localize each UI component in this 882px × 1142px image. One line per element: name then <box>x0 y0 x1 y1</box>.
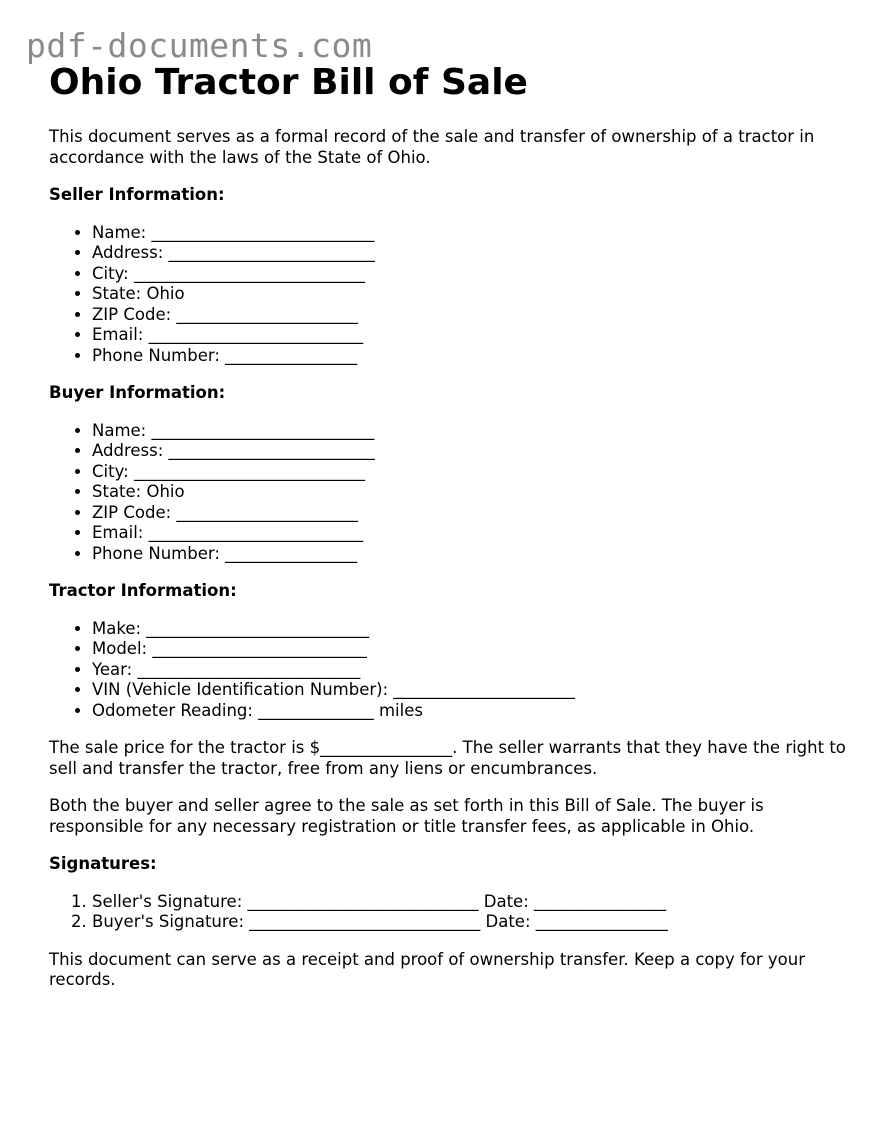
seller-signature-line: 1. Seller's Signature: ____________________________ Date: ________________ <box>92 892 849 913</box>
buyer-name-field: • Name: ___________________________ <box>92 421 849 442</box>
seller-address-field: • Address: _________________________ <box>92 243 849 264</box>
intro-paragraph: This document serves as a formal record of the sale and transfer of ownership of a tractor in accordance with the laws of the State of Ohio. <box>49 127 815 167</box>
document-body <box>49 60 849 991</box>
tractor-year-field: • Year: ___________________________ <box>92 660 849 681</box>
tractor-model-field: • Model: __________________________ <box>92 639 849 660</box>
seller-zip-field: • ZIP Code: ______________________ <box>92 305 849 326</box>
seller-state-field: • State: Ohio <box>92 284 849 305</box>
buyer-state-field: • State: Ohio <box>92 482 849 503</box>
seller-city-field: • City: ____________________________ <box>92 264 849 285</box>
sale-price-paragraph: The sale price for the tractor is $________________. The seller warrants that they have the right to sell and transfer the tractor, free from any liens or encumbrances. <box>49 738 846 778</box>
tractor-vin-field: • VIN (Vehicle Identification Number): ______________________ <box>92 680 849 701</box>
buyer-heading: Buyer Information: <box>49 383 226 402</box>
buyer-city-field: • City: ____________________________ <box>92 462 849 483</box>
closing-paragraph: This document can serve as a receipt and proof of ownership transfer. Keep a copy for your records. <box>49 949 806 989</box>
buyer-phone-field: • Phone Number: ________________ <box>92 544 849 565</box>
agreement-paragraph: Both the buyer and seller agree to the sale as set forth in this Bill of Sale. The buyer is responsible for any necessary registration or title transfer fees, as applicable in Ohio. <box>49 796 764 836</box>
signatures-list <box>49 892 849 933</box>
buyer-zip-field: • ZIP Code: ______________________ <box>92 503 849 524</box>
tractor-make-field: • Make: ___________________________ <box>92 619 849 640</box>
tractor-list <box>49 619 849 722</box>
buyer-list <box>49 421 849 565</box>
buyer-email-field: • Email: __________________________ <box>92 523 849 544</box>
tractor-odometer-field: • Odometer Reading: ______________ miles <box>92 701 849 722</box>
seller-name-field: • Name: ___________________________ <box>92 223 849 244</box>
buyer-address-field: • Address: _________________________ <box>92 441 849 462</box>
seller-email-field: • Email: __________________________ <box>92 325 849 346</box>
watermark: pdf-documents.com <box>26 26 373 65</box>
signatures-heading: Signatures: <box>49 854 157 873</box>
seller-phone-field: • Phone Number: ________________ <box>92 346 849 367</box>
page-title: Ohio Tractor Bill of Sale <box>49 62 528 103</box>
tractor-heading: Tractor Information: <box>49 581 237 600</box>
seller-heading: Seller Information: <box>49 185 225 204</box>
buyer-signature-line: 2. Buyer's Signature: ____________________________ Date: ________________ <box>92 912 849 933</box>
seller-list <box>49 223 849 367</box>
